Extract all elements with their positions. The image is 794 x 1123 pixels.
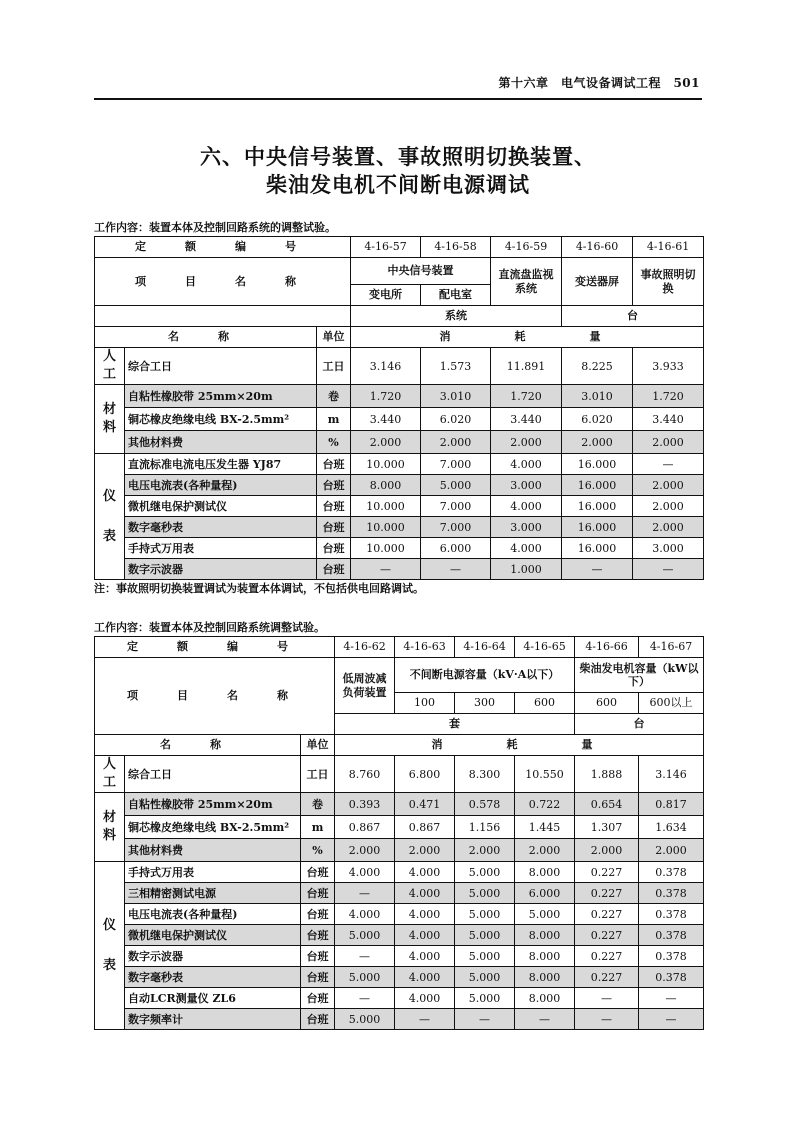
value-cell: 5.000 [455,988,515,1009]
value-cell: 10.000 [351,538,421,559]
row-name: 综合工日 [125,348,317,385]
row-unit: m [317,408,351,431]
row-name: 综合工日 [125,756,301,793]
code-cell: 4-16-60 [562,237,633,258]
value-cell: 0.227 [575,904,639,925]
group-labor: 人工 [95,348,125,385]
value-cell: — [395,1009,455,1030]
value-cell: 2.000 [421,431,491,454]
row-unit: 工日 [317,348,351,385]
table-row [95,496,704,517]
value-cell: 0.378 [639,946,704,967]
code-cell: 4-16-67 [639,637,704,658]
value-cell: 4.000 [395,925,455,946]
ups-capacity: 600 [515,693,575,714]
row-unit: 台班 [301,883,335,904]
value-cell: 6.020 [562,408,633,431]
row-unit: m [301,816,335,839]
value-cell: 1.888 [575,756,639,793]
value-cell: 0.227 [575,862,639,883]
value-cell: 2.000 [639,839,704,862]
table-row [95,883,704,904]
row-name: 三相精密测试电源 [125,883,301,904]
table-1-note: 注：事故照明切换装置调试为装置本体调试，不包括供电回路调试。 [94,582,424,595]
row-unit: 台班 [317,538,351,559]
value-cell: 3.146 [351,348,421,385]
name-header-row [95,735,704,756]
row-name: 数字示波器 [125,559,317,580]
value-cell: 0.378 [639,967,704,988]
value-cell: 4.000 [395,904,455,925]
value-cell: 1.634 [639,816,704,839]
value-cell: 5.000 [335,925,395,946]
row-name: 直流标准电流电压发生器 YJ87 [125,454,317,475]
value-cell: 0.867 [335,816,395,839]
page-header [94,70,702,100]
value-cell: 3.146 [639,756,704,793]
value-cell: 0.378 [639,862,704,883]
unit-set: 台 [575,714,704,735]
value-cell: — [633,559,704,580]
ups-capacity: 100 [395,693,455,714]
value-cell: 2.000 [633,475,704,496]
value-cell: 2.000 [491,431,562,454]
row-unit: 台班 [301,904,335,925]
value-cell: 4.000 [395,988,455,1009]
value-cell: — [639,1009,704,1030]
row-name: 手持式万用表 [125,862,301,883]
code-cell: 4-16-64 [455,637,515,658]
value-cell: 5.000 [455,967,515,988]
value-cell: 5.000 [455,904,515,925]
col-distribution-room: 配电室 [421,285,491,306]
value-cell: 3.000 [633,538,704,559]
table-row [95,348,704,385]
row-name: 其他材料费 [125,839,301,862]
value-cell: 5.000 [455,862,515,883]
code-cell: 4-16-65 [515,637,575,658]
table-row [95,816,704,839]
value-cell: 1.720 [351,385,421,408]
table-row [95,839,704,862]
row-unit: 台班 [317,475,351,496]
value-cell: — [455,1009,515,1030]
table-row [95,988,704,1009]
value-cell: 3.440 [633,408,704,431]
value-cell: 0.817 [639,793,704,816]
value-cell: 8.760 [335,756,395,793]
value-cell: 10.000 [351,496,421,517]
value-cell: 8.000 [515,946,575,967]
item-name-label: 项 目 名 称 [95,258,351,306]
value-cell: 10.000 [351,454,421,475]
table-row [95,538,704,559]
row-name: 数字毫秒表 [125,967,301,988]
table-row [95,967,704,988]
value-cell: — [351,559,421,580]
codes-row [95,237,704,258]
header-rule [94,98,702,100]
value-cell: 0.378 [639,925,704,946]
table-row [95,946,704,967]
value-cell: 2.000 [575,839,639,862]
consume-label: 消 耗 量 [351,327,704,348]
col-group-central-signal: 中央信号装置 [351,258,491,285]
value-cell: 2.000 [351,431,421,454]
consume-label: 消 耗 量 [335,735,704,756]
gen-capacity: 600 [575,693,639,714]
value-cell: — [639,988,704,1009]
value-cell: 2.000 [515,839,575,862]
value-cell: 16.000 [562,517,633,538]
value-cell: 1.445 [515,816,575,839]
value-cell: 8.000 [515,862,575,883]
row-name: 数字示波器 [125,946,301,967]
row-name: 数字频率计 [125,1009,301,1030]
quota-table-1 [94,236,704,580]
value-cell: 4.000 [395,946,455,967]
name-header-row [95,327,704,348]
row-unit: 卷 [317,385,351,408]
value-cell: 4.000 [395,862,455,883]
value-cell: 1.156 [455,816,515,839]
value-cell: 2.000 [562,431,633,454]
table-row [95,475,704,496]
value-cell: 0.578 [455,793,515,816]
row-unit: 台班 [317,559,351,580]
gen-capacity: 600以上 [639,693,704,714]
value-cell: 2.000 [335,839,395,862]
value-cell: 1.307 [575,816,639,839]
group-labor: 人工 [95,756,125,793]
row-unit: 台班 [301,925,335,946]
code-cell: 4-16-61 [633,237,704,258]
value-cell: 5.000 [335,1009,395,1030]
value-cell: 0.227 [575,883,639,904]
value-cell: 6.000 [515,883,575,904]
row-unit: 卷 [301,793,335,816]
row-name: 自粘性橡胶带 25mm×20m [125,385,317,408]
item-header-row [95,658,704,693]
value-cell: — [575,988,639,1009]
value-cell: 4.000 [491,496,562,517]
row-unit: 台班 [317,517,351,538]
value-cell: 10.550 [515,756,575,793]
value-cell: 8.000 [351,475,421,496]
section-title-line-2: 柴油发电机不间断电源调试 [266,172,530,197]
value-cell: — [575,1009,639,1030]
value-cell: 2.000 [633,431,704,454]
col-low-frequency: 低周波减负荷装置 [335,658,395,714]
row-unit: 台班 [317,496,351,517]
value-cell: 3.933 [633,348,704,385]
name-label: 名 称 [95,735,301,756]
row-name: 自粘性橡胶带 25mm×20m [125,793,301,816]
value-cell: 11.891 [491,348,562,385]
group-material: 材料 [95,385,125,454]
col-transmitter: 变送器屏 [562,258,633,306]
row-name: 其他材料费 [125,431,317,454]
table-row [95,756,704,793]
row-name: 数字毫秒表 [125,517,317,538]
value-cell: 4.000 [395,883,455,904]
value-cell: 0.867 [395,816,455,839]
value-cell: 2.000 [633,517,704,538]
value-cell: 7.000 [421,517,491,538]
value-cell: — [633,454,704,475]
value-cell: 1.720 [633,385,704,408]
code-cell: 4-16-59 [491,237,562,258]
value-cell: 7.000 [421,454,491,475]
work-content-2: 工作内容：装置本体及控制回路系统调整试验。 [94,621,325,634]
value-cell: 2.000 [633,496,704,517]
value-cell: 3.010 [562,385,633,408]
value-cell: — [562,559,633,580]
value-cell: 5.000 [455,925,515,946]
row-name: 铜芯橡皮绝缘电线 BX-2.5mm² [125,408,317,431]
row-name: 微机继电保护测试仪 [125,496,317,517]
row-unit: 台班 [301,988,335,1009]
value-cell: — [421,559,491,580]
row-unit: 台班 [301,1009,335,1030]
value-cell: 8.000 [515,925,575,946]
value-cell: 1.000 [491,559,562,580]
col-dc-panel: 直流盘监视系统 [491,258,562,306]
item-name-label: 项 目 名 称 [95,658,335,735]
row-unit: 台班 [317,454,351,475]
value-cell: 3.000 [491,517,562,538]
unit-set: 台 [562,306,704,327]
work-content-1: 工作内容：装置本体及控制回路系统的调整试验。 [94,221,336,234]
value-cell: 0.654 [575,793,639,816]
quota-label: 定 额 编 号 [95,237,351,258]
unit-blank [95,306,351,327]
name-label: 名 称 [95,327,317,348]
value-cell: 16.000 [562,538,633,559]
value-cell: 0.722 [515,793,575,816]
table-row [95,559,704,580]
value-cell: 8.300 [455,756,515,793]
row-name: 自动LCR测量仪 ZL6 [125,988,301,1009]
unit-label: 单位 [301,735,335,756]
value-cell: 4.000 [491,538,562,559]
unit-label: 单位 [317,327,351,348]
value-cell: 5.000 [421,475,491,496]
row-unit: 台班 [301,967,335,988]
value-cell: 3.000 [491,475,562,496]
table-row [95,793,704,816]
row-unit: % [301,839,335,862]
code-cell: 4-16-63 [395,637,455,658]
row-name: 铜芯橡皮绝缘电线 BX-2.5mm² [125,816,301,839]
value-cell: 0.227 [575,925,639,946]
quota-label: 定 额 编 号 [95,637,335,658]
value-cell: 5.000 [335,967,395,988]
value-cell: 16.000 [562,454,633,475]
value-cell: 5.000 [455,883,515,904]
group-material: 材料 [95,793,125,862]
unit-row [95,306,704,327]
section-title-line-1: 六、中央信号装置、事故照明切换装置、 [200,144,596,169]
value-cell: 3.440 [491,408,562,431]
value-cell: 6.800 [395,756,455,793]
value-cell: — [515,1009,575,1030]
value-cell: 0.227 [575,946,639,967]
row-unit: 台班 [301,946,335,967]
row-name: 微机继电保护测试仪 [125,925,301,946]
table-row [95,862,704,883]
value-cell: 3.010 [421,385,491,408]
value-cell: 5.000 [515,904,575,925]
value-cell: 4.000 [395,967,455,988]
value-cell: 2.000 [455,839,515,862]
value-cell: 0.393 [335,793,395,816]
value-cell: 6.020 [421,408,491,431]
unit-set: 套 [335,714,575,735]
value-cell: 7.000 [421,496,491,517]
value-cell: 4.000 [335,862,395,883]
value-cell: 8.225 [562,348,633,385]
value-cell: 8.000 [515,988,575,1009]
row-unit: 工日 [301,756,335,793]
value-cell: 1.573 [421,348,491,385]
value-cell: — [335,946,395,967]
group-instrument: 仪表 [95,454,125,580]
value-cell: 0.471 [395,793,455,816]
table-row [95,454,704,475]
unit-system: 系统 [351,306,562,327]
table-row [95,408,704,431]
table-row [95,517,704,538]
col-emergency-lighting: 事故照明切换 [633,258,704,306]
table-row [95,431,704,454]
table-row [95,1009,704,1030]
col-group-diesel: 柴油发电机容量（kW以下） [575,658,704,693]
code-cell: 4-16-62 [335,637,395,658]
quota-table-2 [94,636,704,1030]
value-cell: 16.000 [562,496,633,517]
value-cell: 6.000 [421,538,491,559]
code-cell: 4-16-58 [421,237,491,258]
table-row [95,904,704,925]
chapter-header: 第十六章 电气设备调试工程 501 [498,76,700,90]
value-cell: 0.227 [575,967,639,988]
table-row [95,925,704,946]
value-cell: 4.000 [491,454,562,475]
value-cell: 0.378 [639,883,704,904]
row-name: 手持式万用表 [125,538,317,559]
row-unit: 台班 [301,862,335,883]
col-group-ups: 不间断电源容量（kV·A以下） [395,658,575,693]
code-cell: 4-16-57 [351,237,421,258]
value-cell: — [335,988,395,1009]
value-cell: 10.000 [351,517,421,538]
value-cell: 8.000 [515,967,575,988]
value-cell: 5.000 [455,946,515,967]
value-cell: 1.720 [491,385,562,408]
code-cell: 4-16-66 [575,637,639,658]
value-cell: 3.440 [351,408,421,431]
group-instrument: 仪表 [95,862,125,1030]
value-cell: — [335,883,395,904]
row-name: 电压电流表(各种量程) [125,475,317,496]
row-name: 电压电流表(各种量程) [125,904,301,925]
col-substation: 变电所 [351,285,421,306]
codes-row [95,637,704,658]
value-cell: 2.000 [395,839,455,862]
value-cell: 0.378 [639,904,704,925]
ups-capacity: 300 [455,693,515,714]
value-cell: 16.000 [562,475,633,496]
value-cell: 4.000 [335,904,395,925]
table-row [95,385,704,408]
item-header-row [95,258,704,285]
row-unit: % [317,431,351,454]
